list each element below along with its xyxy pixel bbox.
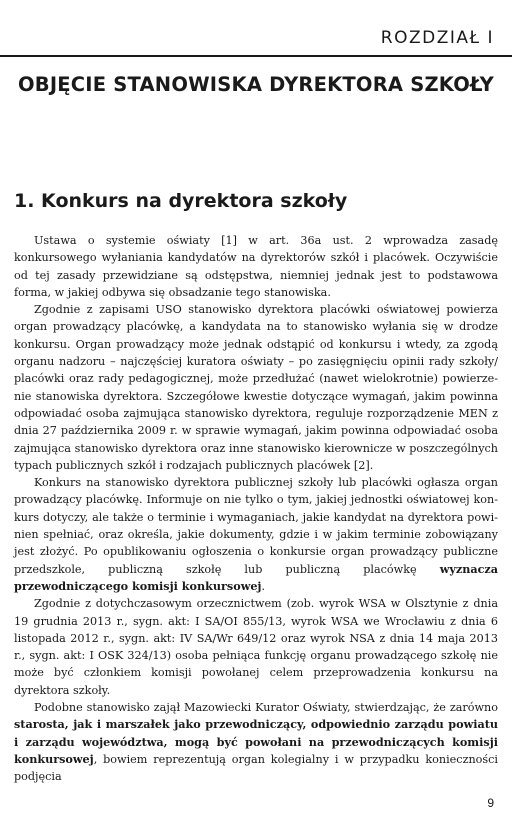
paragraph: Ustawa o systemie oświaty [1] w art. 36a ust. 2 wprowadza zasadę konkursowego wyłaniania kandydatów na dyrektorów szkół i placówek. Oczywiście od tej zasady przewidziane są odstępstwa, niemniej jednak jest to podstawowa forma, w jakiej odbywa się obsadzanie tego stanowiska.: [14, 234, 498, 299]
paragraph-bold-text: starosta, jak i marszałek jako przewodniczący, odpowiednio zarządu powiatu i zarządu województwa, mogą być powołani na przewodniczących komisji konkursowej: [14, 717, 498, 766]
paragraph-text: , bowiem reprezentują organ kolegialny i w przypadku konieczności podjęcia: [14, 752, 498, 784]
section-title: 1. Konkurs na dyrektora szkoły: [14, 190, 348, 212]
header-rule: [0, 55, 512, 57]
chapter-label: ROZDZIAŁ I: [380, 28, 494, 48]
paragraph: Zgodnie z zapisami USO stanowisko dyrektora placówki oświatowej powierza organ prowadzący placówkę, a kandydata na to stanowisko wyłania się w drodze konkursu. Organ prowadzący może jednak odstąpić od konkursu i wtedy, za zgodą organu nadzoru – najczęściej kuratora oświaty – po zasięgnięciu opinii rady szkoły/ placówki oraz rady pedagogicznej, może przedłużać (nawet wielokrotnie) powierzenie stanowiska dyrektora. Szczegółowe kwestie dotyczące wymagań, jakim powinna odpowiadać osoba zajmująca stanowisko dyrektora, reguluje rozporządzenie MEN z dnia 27 października 2009 r. w sprawie wymagań, jakim powinna odpowiadać osoba zajmująca stanowisko dyrektora oraz inne stanowisko kierownicze w poszczególnych typach publicznych szkół i rodzajach publicznych placówek [2].: [14, 303, 498, 472]
paragraph-text: .: [261, 579, 266, 593]
paragraph-bold-text: wyznacza przewodniczącego komisji konkursowej: [14, 561, 498, 593]
paragraph-text: Podobne stanowisko zajął Mazowiecki Kurator Oświaty, stwierdzając, że zarówno: [34, 701, 498, 715]
paragraph: [14, 699, 498, 785]
page-number: 9: [487, 796, 494, 810]
paragraph: Zgodnie z dotychczasowym orzecznictwem (zob. wyrok WSA w Olsztynie z dnia 19 grudnia 2013 r., sygn. akt: I SA/OI 855/13, wyrok WSA we Wrocławiu z dnia 6 listopada 2012 r., sygn. akt: IV SA/Wr 649/12 oraz wyrok NSA z dnia 14 maja 2013 r., sygn. akt: I OSK 324/13) osoba pełniąca funkcję organu prowadzącego szkołę nie może być członkiem komisji powołanej celem przeprowadzenia konkursu na dyrektora szkoły.: [14, 597, 498, 697]
paragraph-text: Konkurs na stanowisko dyrektora publicznej szkoły lub placówki ogłasza organ prowadzący placówkę. Informuje on nie tylko o tym, jakiej jednostki oświatowej konkurs dotyczy, ale także o terminie i wymaganiach, jakie kandydat na dyrektora powinien spełniać, oraz określa, jakie dokumenty, gdzie i w jakim terminie zobowiązany jest złożyć. Po opublikowaniu ogłoszenia o konkursie organ prowadzący publiczne przedszkole, publiczną szkołę lub publiczną placówkę: [14, 476, 498, 576]
paragraph: [14, 474, 498, 595]
body-text: [14, 232, 498, 786]
chapter-title: OBJĘCIE STANOWISKA DYREKTORA SZKOŁY: [17, 73, 495, 96]
